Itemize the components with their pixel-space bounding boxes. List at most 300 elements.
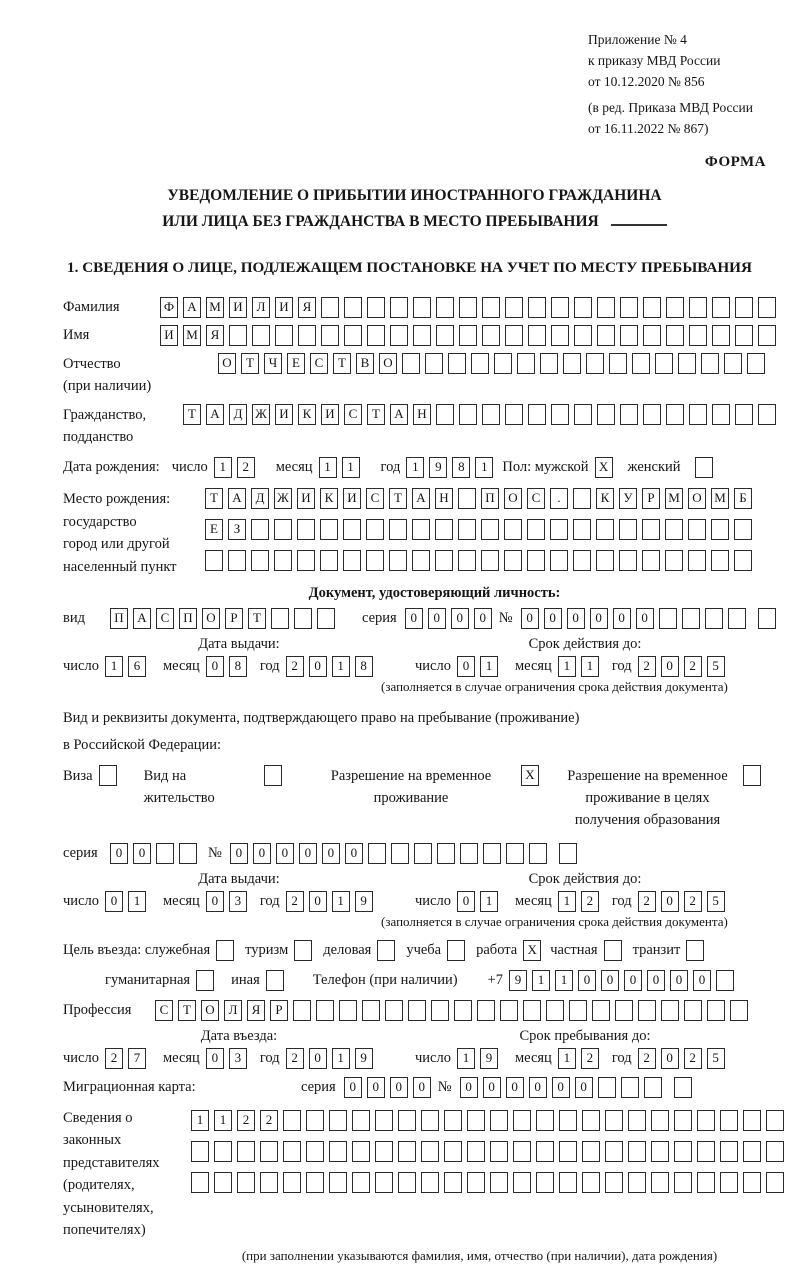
char-box[interactable] xyxy=(513,1141,531,1162)
char-box[interactable]: С xyxy=(310,353,328,374)
char-box[interactable]: 0 xyxy=(613,608,631,629)
char-box[interactable] xyxy=(551,325,569,346)
char-box[interactable]: С xyxy=(527,488,545,509)
char-box[interactable]: 1 xyxy=(558,656,576,677)
char-box[interactable]: 7 xyxy=(128,1048,146,1069)
char-box[interactable]: О xyxy=(201,1000,219,1021)
char-box[interactable] xyxy=(377,940,395,961)
char-box[interactable] xyxy=(500,1000,518,1021)
char-box[interactable]: Н xyxy=(435,488,453,509)
char-box[interactable] xyxy=(573,488,591,509)
char-box[interactable] xyxy=(688,519,706,540)
char-box[interactable] xyxy=(527,550,545,571)
char-box[interactable] xyxy=(758,297,776,318)
char-box[interactable]: Д xyxy=(251,488,269,509)
char-box[interactable]: 2 xyxy=(581,1048,599,1069)
char-box[interactable] xyxy=(454,1000,472,1021)
char-box[interactable]: 2 xyxy=(237,1110,255,1131)
char-box[interactable] xyxy=(481,519,499,540)
char-box[interactable] xyxy=(582,1141,600,1162)
char-box[interactable]: 0 xyxy=(661,1048,679,1069)
char-box[interactable]: И xyxy=(321,404,339,425)
char-box[interactable]: 2 xyxy=(237,457,255,478)
char-box[interactable] xyxy=(716,970,734,991)
char-box[interactable] xyxy=(352,1110,370,1131)
char-box[interactable] xyxy=(655,353,673,374)
char-box[interactable] xyxy=(684,1000,702,1021)
char-box[interactable] xyxy=(661,1000,679,1021)
char-box[interactable]: 3 xyxy=(229,891,247,912)
char-box[interactable]: 1 xyxy=(332,891,350,912)
char-box[interactable] xyxy=(574,404,592,425)
char-box[interactable] xyxy=(329,1110,347,1131)
char-box[interactable] xyxy=(643,404,661,425)
char-box[interactable]: 0 xyxy=(636,608,654,629)
char-box[interactable] xyxy=(598,1077,616,1098)
char-box[interactable]: 0 xyxy=(206,656,224,677)
char-box[interactable]: К xyxy=(320,488,338,509)
char-box[interactable] xyxy=(559,843,577,864)
char-box[interactable] xyxy=(251,550,269,571)
char-box[interactable]: 1 xyxy=(480,891,498,912)
char-box[interactable]: О xyxy=(504,488,522,509)
char-box[interactable] xyxy=(620,325,638,346)
char-box[interactable] xyxy=(306,1141,324,1162)
char-box[interactable]: 1 xyxy=(214,457,232,478)
char-box[interactable]: Т xyxy=(178,1000,196,1021)
char-box[interactable]: О xyxy=(202,608,220,629)
char-box[interactable]: 1 xyxy=(319,457,337,478)
char-box[interactable] xyxy=(666,297,684,318)
char-box[interactable] xyxy=(352,1172,370,1193)
char-box[interactable] xyxy=(609,353,627,374)
char-box[interactable]: 1 xyxy=(475,457,493,478)
char-box[interactable] xyxy=(339,1000,357,1021)
char-box[interactable] xyxy=(666,404,684,425)
char-box[interactable] xyxy=(573,550,591,571)
char-box[interactable]: Р xyxy=(642,488,660,509)
char-box[interactable] xyxy=(467,1172,485,1193)
char-box[interactable]: 0 xyxy=(521,608,539,629)
char-box[interactable]: 9 xyxy=(429,457,447,478)
char-box[interactable] xyxy=(536,1141,554,1162)
char-box[interactable] xyxy=(632,353,650,374)
char-box[interactable] xyxy=(298,325,316,346)
char-box[interactable]: А xyxy=(228,488,246,509)
char-box[interactable] xyxy=(678,353,696,374)
char-box[interactable] xyxy=(621,1077,639,1098)
char-box[interactable]: М xyxy=(183,325,201,346)
char-box[interactable] xyxy=(743,1141,761,1162)
char-box[interactable]: 0 xyxy=(552,1077,570,1098)
char-box[interactable] xyxy=(458,550,476,571)
char-box[interactable] xyxy=(398,1172,416,1193)
char-box[interactable] xyxy=(375,1141,393,1162)
char-box[interactable]: И xyxy=(160,325,178,346)
char-box[interactable] xyxy=(695,457,713,478)
char-box[interactable] xyxy=(582,1110,600,1131)
char-box[interactable] xyxy=(460,843,478,864)
char-box[interactable] xyxy=(490,1110,508,1131)
char-box[interactable]: Т xyxy=(367,404,385,425)
char-box[interactable]: Н xyxy=(413,404,431,425)
char-box[interactable] xyxy=(569,1000,587,1021)
char-box[interactable]: 1 xyxy=(555,970,573,991)
char-box[interactable]: Л xyxy=(252,297,270,318)
char-box[interactable] xyxy=(644,1077,662,1098)
char-box[interactable]: 1 xyxy=(581,656,599,677)
char-box[interactable]: Т xyxy=(241,353,259,374)
char-box[interactable]: И xyxy=(229,297,247,318)
char-box[interactable] xyxy=(651,1141,669,1162)
char-box[interactable]: . xyxy=(550,488,568,509)
char-box[interactable]: Д xyxy=(229,404,247,425)
char-box[interactable] xyxy=(436,297,454,318)
char-box[interactable] xyxy=(628,1110,646,1131)
char-box[interactable] xyxy=(317,608,335,629)
char-box[interactable]: 0 xyxy=(693,970,711,991)
char-box[interactable] xyxy=(642,519,660,540)
char-box[interactable]: К xyxy=(298,404,316,425)
char-box[interactable] xyxy=(728,608,746,629)
char-box[interactable] xyxy=(628,1141,646,1162)
char-box[interactable] xyxy=(766,1110,784,1131)
char-box[interactable] xyxy=(735,404,753,425)
char-box[interactable] xyxy=(352,1141,370,1162)
char-box[interactable] xyxy=(321,297,339,318)
char-box[interactable]: 2 xyxy=(638,1048,656,1069)
char-box[interactable] xyxy=(329,1141,347,1162)
char-box[interactable]: 1 xyxy=(558,891,576,912)
char-box[interactable] xyxy=(730,1000,748,1021)
char-box[interactable]: 0 xyxy=(567,608,585,629)
char-box[interactable]: 9 xyxy=(355,1048,373,1069)
char-box[interactable]: 1 xyxy=(191,1110,209,1131)
char-box[interactable] xyxy=(697,1172,715,1193)
char-box[interactable] xyxy=(517,353,535,374)
char-box[interactable] xyxy=(527,519,545,540)
char-box[interactable] xyxy=(398,1141,416,1162)
char-box[interactable] xyxy=(264,765,282,786)
char-box[interactable]: 0 xyxy=(624,970,642,991)
char-box[interactable]: 0 xyxy=(460,1077,478,1098)
char-box[interactable] xyxy=(483,843,501,864)
char-box[interactable] xyxy=(758,325,776,346)
char-box[interactable]: 0 xyxy=(590,608,608,629)
char-box[interactable]: Т xyxy=(248,608,266,629)
char-box[interactable]: 0 xyxy=(474,608,492,629)
char-box[interactable]: 0 xyxy=(309,1048,327,1069)
char-box[interactable] xyxy=(665,519,683,540)
char-box[interactable] xyxy=(471,353,489,374)
char-box[interactable] xyxy=(458,519,476,540)
char-box[interactable] xyxy=(528,404,546,425)
char-box[interactable] xyxy=(665,550,683,571)
char-box[interactable] xyxy=(260,1172,278,1193)
char-box[interactable]: А xyxy=(390,404,408,425)
char-box[interactable] xyxy=(402,353,420,374)
char-box[interactable]: 2 xyxy=(105,1048,123,1069)
char-box[interactable] xyxy=(283,1172,301,1193)
char-box[interactable] xyxy=(294,608,312,629)
char-box[interactable] xyxy=(505,297,523,318)
char-box[interactable] xyxy=(408,1000,426,1021)
char-box[interactable] xyxy=(252,325,270,346)
char-box[interactable] xyxy=(271,608,289,629)
char-box[interactable] xyxy=(260,1141,278,1162)
char-box[interactable] xyxy=(701,353,719,374)
char-box[interactable] xyxy=(550,519,568,540)
char-box[interactable] xyxy=(191,1172,209,1193)
char-box[interactable] xyxy=(366,519,384,540)
char-box[interactable]: 2 xyxy=(638,891,656,912)
char-box[interactable]: 1 xyxy=(214,1110,232,1131)
char-box[interactable]: 1 xyxy=(332,1048,350,1069)
char-box[interactable] xyxy=(274,519,292,540)
char-box[interactable] xyxy=(490,1141,508,1162)
char-box[interactable] xyxy=(689,297,707,318)
char-box[interactable]: 8 xyxy=(229,656,247,677)
char-box[interactable] xyxy=(513,1110,531,1131)
char-box[interactable]: 2 xyxy=(286,891,304,912)
char-box[interactable] xyxy=(368,843,386,864)
char-box[interactable] xyxy=(536,1110,554,1131)
char-box[interactable]: О xyxy=(218,353,236,374)
char-box[interactable]: 0 xyxy=(322,843,340,864)
char-box[interactable]: 0 xyxy=(276,843,294,864)
char-box[interactable]: 1 xyxy=(532,970,550,991)
char-box[interactable]: 0 xyxy=(309,891,327,912)
char-box[interactable] xyxy=(513,1172,531,1193)
char-box[interactable]: 1 xyxy=(558,1048,576,1069)
char-box[interactable] xyxy=(179,843,197,864)
char-box[interactable]: 5 xyxy=(707,891,725,912)
char-box[interactable] xyxy=(550,550,568,571)
char-box[interactable] xyxy=(574,297,592,318)
char-box[interactable]: О xyxy=(688,488,706,509)
char-box[interactable] xyxy=(266,970,284,991)
char-box[interactable]: 0 xyxy=(413,1077,431,1098)
char-box[interactable]: 0 xyxy=(230,843,248,864)
char-box[interactable]: А xyxy=(183,297,201,318)
char-box[interactable] xyxy=(229,325,247,346)
char-box[interactable]: 0 xyxy=(309,656,327,677)
char-box[interactable] xyxy=(444,1172,462,1193)
char-box[interactable] xyxy=(674,1110,692,1131)
char-box[interactable]: Б xyxy=(734,488,752,509)
char-box[interactable] xyxy=(597,325,615,346)
char-box[interactable]: 0 xyxy=(253,843,271,864)
char-box[interactable] xyxy=(682,608,700,629)
char-box[interactable] xyxy=(251,519,269,540)
char-box[interactable] xyxy=(573,519,591,540)
char-box[interactable] xyxy=(435,519,453,540)
char-box[interactable]: 0 xyxy=(661,656,679,677)
char-box[interactable] xyxy=(444,1141,462,1162)
char-box[interactable]: 0 xyxy=(647,970,665,991)
char-box[interactable] xyxy=(506,843,524,864)
char-box[interactable]: М xyxy=(711,488,729,509)
char-box[interactable]: А xyxy=(412,488,430,509)
char-box[interactable]: К xyxy=(596,488,614,509)
char-box[interactable] xyxy=(283,1110,301,1131)
char-box[interactable] xyxy=(389,519,407,540)
char-box[interactable]: 2 xyxy=(638,656,656,677)
char-box[interactable]: 0 xyxy=(601,970,619,991)
char-box[interactable] xyxy=(237,1172,255,1193)
char-box[interactable] xyxy=(504,550,522,571)
char-box[interactable] xyxy=(344,325,362,346)
char-box[interactable]: П xyxy=(110,608,128,629)
char-box[interactable] xyxy=(431,1000,449,1021)
char-box[interactable]: Я xyxy=(298,297,316,318)
char-box[interactable]: С xyxy=(155,1000,173,1021)
char-box[interactable] xyxy=(458,488,476,509)
char-box[interactable] xyxy=(559,1110,577,1131)
char-box[interactable] xyxy=(421,1141,439,1162)
char-box[interactable] xyxy=(619,550,637,571)
char-box[interactable] xyxy=(711,519,729,540)
char-box[interactable] xyxy=(274,550,292,571)
char-box[interactable] xyxy=(391,843,409,864)
char-box[interactable] xyxy=(398,1110,416,1131)
char-box[interactable] xyxy=(283,1141,301,1162)
char-box[interactable]: И xyxy=(275,297,293,318)
char-box[interactable] xyxy=(551,297,569,318)
char-box[interactable] xyxy=(707,1000,725,1021)
char-box[interactable]: Ж xyxy=(252,404,270,425)
char-box[interactable] xyxy=(638,1000,656,1021)
char-box[interactable] xyxy=(321,325,339,346)
char-box[interactable] xyxy=(666,325,684,346)
char-box[interactable] xyxy=(191,1141,209,1162)
char-box[interactable]: 2 xyxy=(286,1048,304,1069)
char-box[interactable]: 0 xyxy=(661,891,679,912)
char-box[interactable]: 0 xyxy=(206,1048,224,1069)
char-box[interactable]: 0 xyxy=(529,1077,547,1098)
char-box[interactable] xyxy=(343,519,361,540)
char-box[interactable] xyxy=(674,1141,692,1162)
char-box[interactable] xyxy=(390,325,408,346)
char-box[interactable]: Т xyxy=(333,353,351,374)
char-box[interactable]: Я xyxy=(247,1000,265,1021)
char-box[interactable]: 0 xyxy=(405,608,423,629)
char-box[interactable] xyxy=(642,550,660,571)
char-box[interactable] xyxy=(758,608,776,629)
char-box[interactable]: Ф xyxy=(160,297,178,318)
char-box[interactable] xyxy=(743,1110,761,1131)
char-box[interactable] xyxy=(743,765,761,786)
char-box[interactable]: 0 xyxy=(110,843,128,864)
char-box[interactable] xyxy=(414,843,432,864)
char-box[interactable]: X xyxy=(521,765,539,786)
char-box[interactable] xyxy=(436,325,454,346)
char-box[interactable] xyxy=(697,1110,715,1131)
char-box[interactable] xyxy=(705,608,723,629)
char-box[interactable] xyxy=(674,1172,692,1193)
char-box[interactable] xyxy=(481,550,499,571)
char-box[interactable] xyxy=(297,519,315,540)
char-box[interactable] xyxy=(605,1141,623,1162)
char-box[interactable] xyxy=(425,353,443,374)
char-box[interactable]: А xyxy=(133,608,151,629)
char-box[interactable]: 2 xyxy=(684,1048,702,1069)
char-box[interactable]: 0 xyxy=(506,1077,524,1098)
char-box[interactable] xyxy=(366,550,384,571)
char-box[interactable]: Я xyxy=(206,325,224,346)
char-box[interactable]: 0 xyxy=(483,1077,501,1098)
char-box[interactable]: 1 xyxy=(342,457,360,478)
char-box[interactable] xyxy=(482,297,500,318)
char-box[interactable] xyxy=(459,404,477,425)
char-box[interactable]: 0 xyxy=(344,1077,362,1098)
char-box[interactable] xyxy=(628,1172,646,1193)
char-box[interactable] xyxy=(720,1172,738,1193)
char-box[interactable] xyxy=(596,550,614,571)
char-box[interactable] xyxy=(214,1141,232,1162)
char-box[interactable] xyxy=(344,297,362,318)
char-box[interactable] xyxy=(688,550,706,571)
char-box[interactable]: 1 xyxy=(128,891,146,912)
char-box[interactable]: 8 xyxy=(355,656,373,677)
char-box[interactable]: X xyxy=(523,940,541,961)
char-box[interactable]: 0 xyxy=(367,1077,385,1098)
char-box[interactable]: Т xyxy=(183,404,201,425)
char-box[interactable] xyxy=(389,550,407,571)
char-box[interactable] xyxy=(375,1110,393,1131)
char-box[interactable] xyxy=(551,404,569,425)
char-box[interactable] xyxy=(447,940,465,961)
char-box[interactable] xyxy=(367,325,385,346)
char-box[interactable] xyxy=(540,353,558,374)
char-box[interactable] xyxy=(735,297,753,318)
char-box[interactable] xyxy=(586,353,604,374)
char-box[interactable] xyxy=(604,940,622,961)
char-box[interactable] xyxy=(674,1077,692,1098)
char-box[interactable]: X xyxy=(595,457,613,478)
char-box[interactable] xyxy=(228,550,246,571)
char-box[interactable]: 2 xyxy=(260,1110,278,1131)
char-box[interactable]: З xyxy=(228,519,246,540)
char-box[interactable] xyxy=(390,297,408,318)
char-box[interactable] xyxy=(293,1000,311,1021)
char-box[interactable] xyxy=(712,325,730,346)
char-box[interactable]: 1 xyxy=(457,1048,475,1069)
char-box[interactable] xyxy=(734,550,752,571)
char-box[interactable]: 2 xyxy=(684,656,702,677)
char-box[interactable] xyxy=(320,519,338,540)
char-box[interactable]: Т xyxy=(389,488,407,509)
char-box[interactable] xyxy=(214,1172,232,1193)
char-box[interactable] xyxy=(766,1141,784,1162)
char-box[interactable] xyxy=(294,940,312,961)
char-box[interactable]: О xyxy=(379,353,397,374)
char-box[interactable]: 9 xyxy=(355,891,373,912)
char-box[interactable] xyxy=(766,1172,784,1193)
char-box[interactable] xyxy=(546,1000,564,1021)
char-box[interactable] xyxy=(747,353,765,374)
char-box[interactable] xyxy=(413,297,431,318)
char-box[interactable]: 1 xyxy=(105,656,123,677)
char-box[interactable] xyxy=(306,1172,324,1193)
char-box[interactable] xyxy=(592,1000,610,1021)
char-box[interactable] xyxy=(482,325,500,346)
char-box[interactable] xyxy=(605,1172,623,1193)
char-box[interactable] xyxy=(320,550,338,571)
char-box[interactable] xyxy=(421,1172,439,1193)
char-box[interactable]: 0 xyxy=(390,1077,408,1098)
char-box[interactable]: 9 xyxy=(480,1048,498,1069)
